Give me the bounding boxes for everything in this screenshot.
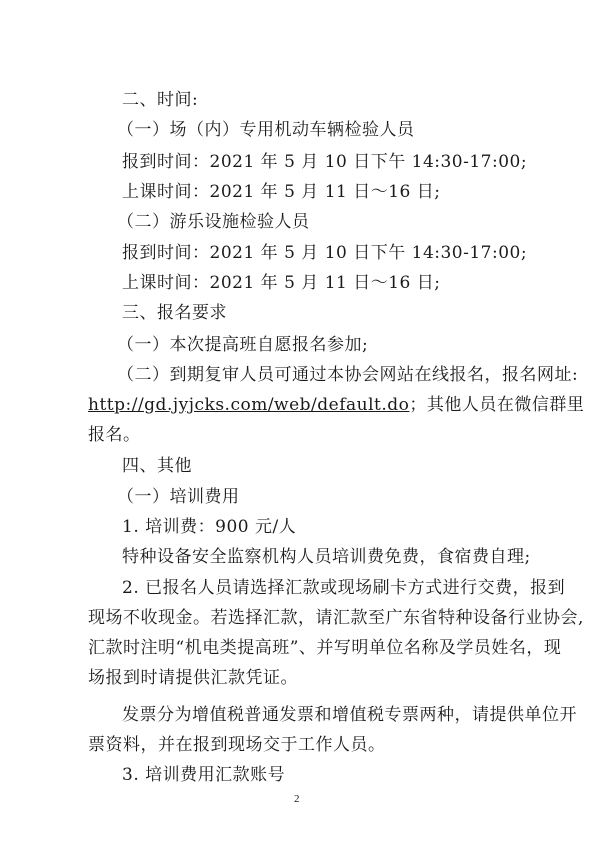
registration-url-line <box>88 394 584 416</box>
fee-item-amount: 1. 培训费：900 元/人 <box>122 517 297 537</box>
class-time-amusement: 上课时间：2021 年 5 月 11 日～16 日; <box>122 273 441 293</box>
report-time-vehicle: 报到时间：2021 年 5 月 10 日下午 14:30-17:00; <box>122 152 528 172</box>
section-heading-registration: 三、报名要求 <box>122 303 227 323</box>
registration-url-trailing-text: ；其他人员在微信群里 <box>409 395 585 415</box>
subsection-title-fees: （一）培训费用 <box>117 487 240 507</box>
section-heading-other: 四、其他 <box>122 456 192 476</box>
account-heading: 3. 培训费用汇款账号 <box>122 765 286 785</box>
registration-url-link[interactable]: http://gd.jyjcks.com/web/default.do <box>88 395 410 415</box>
fee-exemption-note: 特种设备安全监察机构人员培训费免费，食宿费自理; <box>122 547 531 567</box>
payment-paragraph-line-4: 场报到时请提供汇款凭证。 <box>88 668 298 688</box>
report-time-amusement: 报到时间：2021 年 5 月 10 日下午 14:30-17:00; <box>122 243 528 263</box>
class-time-vehicle: 上课时间：2021 年 5 月 11 日～16 日; <box>122 182 441 202</box>
payment-paragraph-line-2: 现场不收现金。若选择汇款，请汇款至广东省特种设备行业协会, <box>88 608 584 628</box>
subsection-title-amusement-inspectors: （二）游乐设施检验人员 <box>117 212 310 232</box>
payment-paragraph-line-1: 2. 已报名人员请选择汇款或现场刷卡方式进行交费，报到 <box>122 578 566 598</box>
subsection-title-vehicle-inspectors: （一）场（内）专用机动车辆检验人员 <box>117 120 415 140</box>
page-number: 2 <box>294 793 300 805</box>
section-heading-time: 二、时间: <box>122 90 199 110</box>
invoice-paragraph-line-1: 发票分为增值税普通发票和增值税专票两种，请提供单位开 <box>122 705 577 725</box>
payment-paragraph-line-3: 汇款时注明“机电类提高班”、并写明单位名称及学员姓名，现 <box>88 638 562 658</box>
registration-item-online: （二）到期复审人员可通过本协会网站在线报名，报名网址: <box>117 365 579 385</box>
registration-item-online-end: 报名。 <box>88 425 141 445</box>
invoice-paragraph-line-2: 票资料，并在报到现场交于工作人员。 <box>88 735 386 755</box>
registration-item-voluntary: （一）本次提高班自愿报名参加; <box>117 335 369 355</box>
